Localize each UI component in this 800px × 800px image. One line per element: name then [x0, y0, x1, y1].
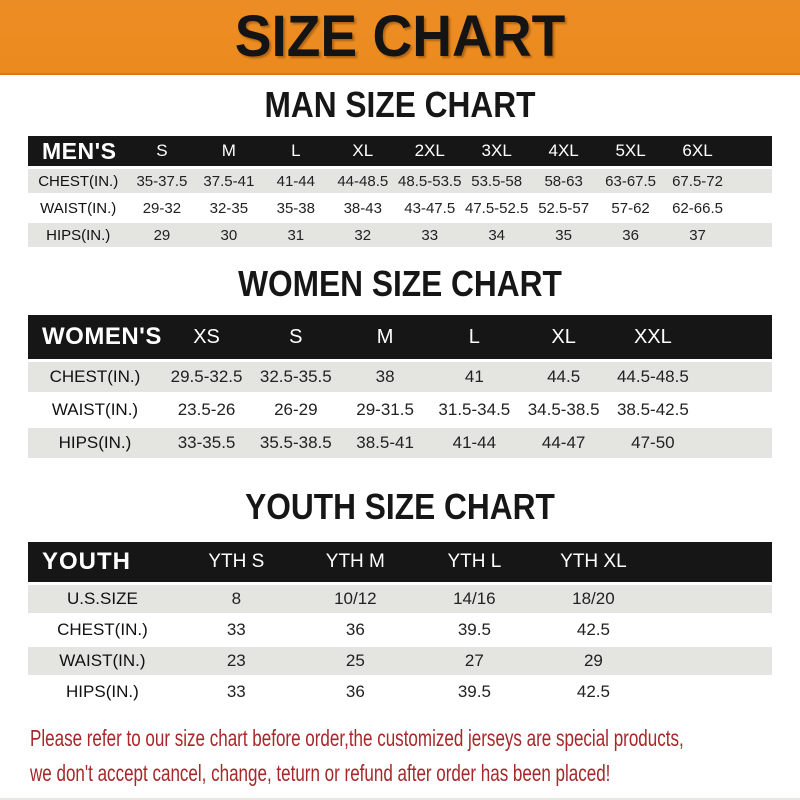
table-cell: 47.5-52.5: [463, 196, 530, 220]
table-cell: 41-44: [262, 169, 329, 193]
table-cell: 33: [396, 223, 463, 247]
table-cell: 35: [530, 223, 597, 247]
size-column-header: L: [430, 315, 519, 359]
table-cell: 29-31.5: [340, 395, 429, 425]
table-cell: 37.5-41: [195, 169, 262, 193]
row-label: HIPS(IN.): [28, 428, 162, 458]
table-row: [28, 585, 772, 613]
table-cell: 38.5-41: [340, 428, 429, 458]
table-cell: 30: [195, 223, 262, 247]
table-cell: 58-63: [530, 169, 597, 193]
row-label: WAIST(IN.): [28, 196, 128, 220]
table-cell: 38-43: [329, 196, 396, 220]
table-cell: 38: [340, 362, 429, 392]
women-size-table: [28, 312, 772, 461]
men-section-title: MAN SIZE CHART: [264, 84, 536, 125]
header-filler: [698, 315, 772, 359]
table-row: [28, 647, 772, 675]
table-cell: 32: [329, 223, 396, 247]
table-cell: 44.5-48.5: [608, 362, 697, 392]
size-column-header: 3XL: [463, 136, 530, 166]
table-cell: 67.5-72: [664, 169, 731, 193]
table-row: [28, 196, 772, 220]
size-column-header: S: [251, 315, 340, 359]
table-cell: 33: [177, 616, 296, 644]
row-label: WAIST(IN.): [28, 647, 177, 675]
row-label: CHEST(IN.): [28, 362, 162, 392]
disclaimer-note: [0, 721, 800, 791]
table-cell: 38.5-42.5: [608, 395, 697, 425]
size-chart-banner: [0, 0, 800, 75]
youth-header-row: [28, 542, 772, 582]
cell-filler: [653, 616, 772, 644]
table-cell: 43-47.5: [396, 196, 463, 220]
table-cell: 47-50: [608, 428, 697, 458]
page-title: SIZE CHART: [234, 3, 566, 69]
disclaimer-line-1: Please refer to our size chart before order,the customized jerseys are special products,: [30, 725, 684, 751]
table-cell: 23: [177, 647, 296, 675]
cell-filler: [653, 678, 772, 706]
table-cell: 44-48.5: [329, 169, 396, 193]
size-column-header: S: [128, 136, 195, 166]
table-cell: 31: [262, 223, 329, 247]
size-column-header: XL: [329, 136, 396, 166]
row-label: CHEST(IN.): [28, 616, 177, 644]
table-cell: 29: [534, 647, 653, 675]
disclaimer-line-2: we don't accept cancel, change, teturn or refund after order has been placed!: [30, 760, 611, 786]
table-cell: 27: [415, 647, 534, 675]
table-cell: 36: [296, 616, 415, 644]
men-header-row: [28, 136, 772, 166]
youth-size-table: [28, 539, 772, 709]
table-cell: 53.5-58: [463, 169, 530, 193]
header-filler: [653, 542, 772, 582]
table-cell: 32-35: [195, 196, 262, 220]
table-cell: 44.5: [519, 362, 608, 392]
header-filler: [731, 136, 772, 166]
table-cell: 31.5-34.5: [430, 395, 519, 425]
table-cell: 36: [597, 223, 664, 247]
table-cell: 14/16: [415, 585, 534, 613]
table-cell: 37: [664, 223, 731, 247]
table-cell: 8: [177, 585, 296, 613]
table-cell: 39.5: [415, 678, 534, 706]
women-section-title: WOMEN SIZE CHART: [238, 263, 562, 304]
table-row: [28, 169, 772, 193]
size-column-header: M: [195, 136, 262, 166]
women-header-label: WOMEN'S: [28, 315, 162, 359]
size-column-header: YTH S: [177, 542, 296, 582]
table-row: [28, 223, 772, 247]
table-row: [28, 428, 772, 458]
table-cell: 36: [296, 678, 415, 706]
table-cell: 35-37.5: [128, 169, 195, 193]
size-column-header: XXL: [608, 315, 697, 359]
table-row: [28, 616, 772, 644]
table-cell: 33-35.5: [162, 428, 251, 458]
table-cell: 25: [296, 647, 415, 675]
table-cell: 35.5-38.5: [251, 428, 340, 458]
size-column-header: M: [340, 315, 429, 359]
table-cell: 52.5-57: [530, 196, 597, 220]
youth-section-title: YOUTH SIZE CHART: [245, 486, 555, 527]
table-cell: 39.5: [415, 616, 534, 644]
men-header-label: MEN'S: [28, 136, 128, 166]
table-cell: 48.5-53.5: [396, 169, 463, 193]
table-cell: 10/12: [296, 585, 415, 613]
table-cell: 29: [128, 223, 195, 247]
table-cell: 63-67.5: [597, 169, 664, 193]
size-column-header: YTH XL: [534, 542, 653, 582]
size-column-header: YTH L: [415, 542, 534, 582]
youth-header-label: YOUTH: [28, 542, 177, 582]
cell-filler: [731, 169, 772, 193]
table-cell: 41-44: [430, 428, 519, 458]
table-cell: 34.5-38.5: [519, 395, 608, 425]
table-cell: 29.5-32.5: [162, 362, 251, 392]
table-cell: 23.5-26: [162, 395, 251, 425]
cell-filler: [653, 647, 772, 675]
size-column-header: XS: [162, 315, 251, 359]
table-cell: 44-47: [519, 428, 608, 458]
table-cell: 62-66.5: [664, 196, 731, 220]
cell-filler: [698, 428, 772, 458]
table-cell: 35-38: [262, 196, 329, 220]
table-row: [28, 678, 772, 706]
cell-filler: [653, 585, 772, 613]
size-column-header: XL: [519, 315, 608, 359]
size-column-header: 6XL: [664, 136, 731, 166]
table-cell: 57-62: [597, 196, 664, 220]
table-cell: 29-32: [128, 196, 195, 220]
size-column-header: 2XL: [396, 136, 463, 166]
cell-filler: [731, 223, 772, 247]
row-label: HIPS(IN.): [28, 223, 128, 247]
table-cell: 18/20: [534, 585, 653, 613]
row-label: U.S.SIZE: [28, 585, 177, 613]
size-column-header: L: [262, 136, 329, 166]
table-cell: 41: [430, 362, 519, 392]
row-label: WAIST(IN.): [28, 395, 162, 425]
cell-filler: [731, 196, 772, 220]
size-column-header: 5XL: [597, 136, 664, 166]
size-column-header: YTH M: [296, 542, 415, 582]
row-label: CHEST(IN.): [28, 169, 128, 193]
cell-filler: [698, 395, 772, 425]
table-cell: 34: [463, 223, 530, 247]
table-cell: 42.5: [534, 678, 653, 706]
women-header-row: [28, 315, 772, 359]
men-size-table: [28, 133, 772, 250]
cell-filler: [698, 362, 772, 392]
table-cell: 32.5-35.5: [251, 362, 340, 392]
table-cell: 33: [177, 678, 296, 706]
table-row: [28, 395, 772, 425]
table-cell: 26-29: [251, 395, 340, 425]
table-cell: 42.5: [534, 616, 653, 644]
table-row: [28, 362, 772, 392]
row-label: HIPS(IN.): [28, 678, 177, 706]
size-column-header: 4XL: [530, 136, 597, 166]
